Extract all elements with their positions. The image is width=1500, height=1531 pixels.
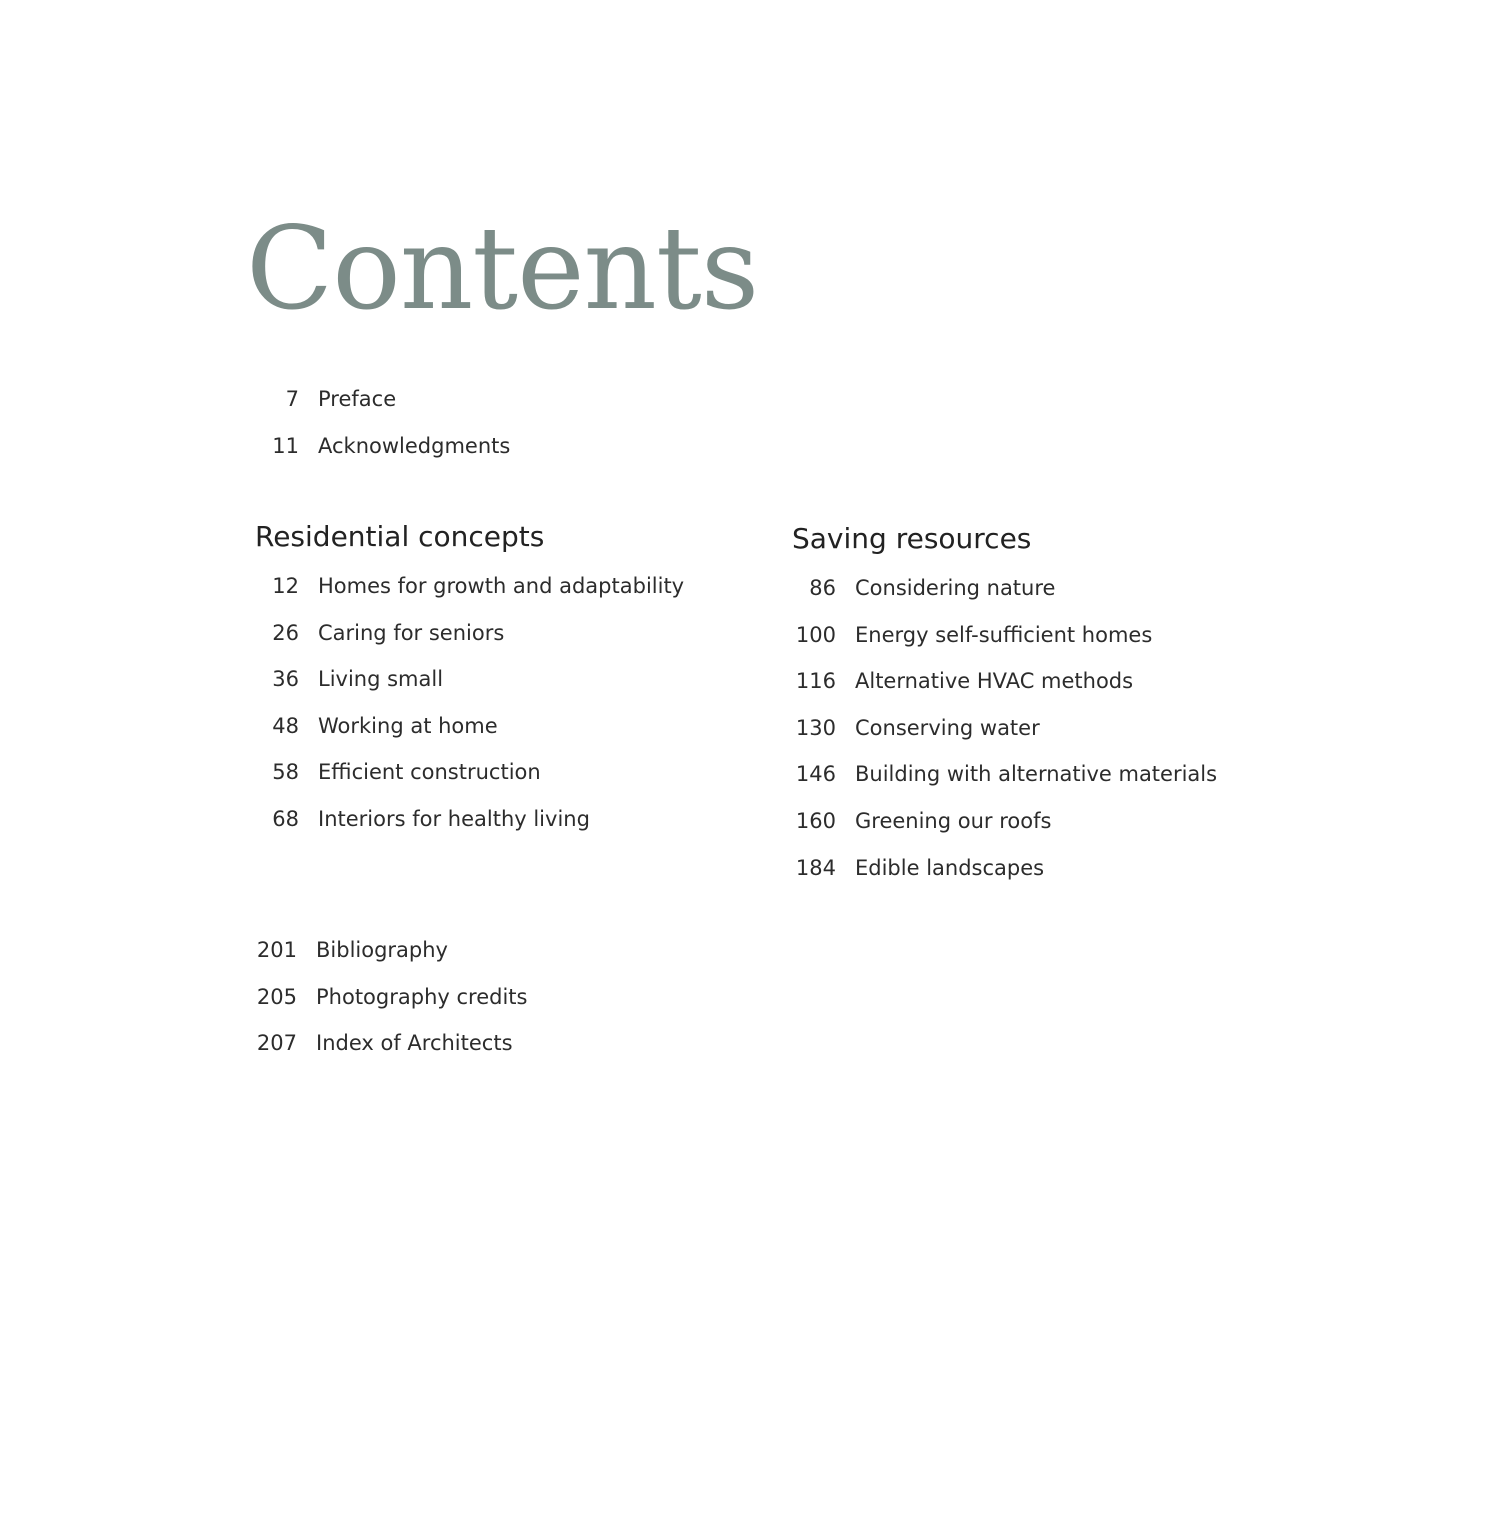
entry-title: Homes for growth and adaptability [318,574,685,598]
page-number: 26 [272,620,299,645]
toc-entry[interactable] [780,714,1217,761]
entry-title: Photography credits [316,984,528,1009]
toc-entry[interactable] [780,760,1217,807]
entry-title: Greening our roofs [855,808,1052,833]
toc-entry[interactable] [250,712,684,759]
entry-title: Energy self-sufficient homes [855,622,1153,647]
page-number: 48 [272,713,299,738]
entry-title: Preface [318,387,397,411]
page-number: 100 [795,622,836,647]
toc-entry[interactable] [780,621,1217,668]
page-number: 68 [272,806,299,831]
page-title: Contents [246,202,759,335]
toc-entry[interactable] [780,667,1217,714]
page-number: 7 [285,387,299,411]
section-heading-residential-concepts: Residential concepts [255,520,545,553]
toc-entry-preface[interactable] [250,385,510,432]
toc-entry[interactable] [780,574,1217,621]
page-number: 12 [272,574,299,598]
page-number: 130 [795,715,836,740]
back-matter-list [250,936,527,1076]
page-number: 86 [809,576,836,600]
entry-title: Working at home [318,713,498,738]
entry-title: Caring for seniors [318,620,505,645]
front-matter-list [250,385,510,478]
saving-resources-list [780,574,1217,900]
toc-entry[interactable] [250,758,684,805]
toc-entry-bibliography[interactable] [250,936,527,983]
toc-entry-acknowledgments[interactable] [250,432,510,479]
entry-title: Index of Architects [316,1031,513,1056]
page-number: 201 [256,938,297,962]
entry-title: Alternative HVAC methods [855,669,1134,694]
entry-title: Considering nature [855,576,1056,600]
toc-entry[interactable] [250,805,684,852]
toc-entry[interactable] [250,665,684,712]
page-number: 205 [256,984,297,1009]
toc-entry-index-of-architects[interactable] [250,1029,527,1076]
toc-entry[interactable] [250,619,684,666]
toc-entry[interactable] [250,572,684,619]
page-number: 207 [256,1031,297,1056]
residential-concepts-list [250,572,684,852]
page-number: 116 [795,669,836,694]
page-number: 36 [272,667,299,692]
entry-title: Efficient construction [318,760,541,785]
entry-title: Building with alternative materials [855,762,1218,787]
toc-entry[interactable] [780,854,1217,901]
entry-title: Acknowledgments [318,433,511,458]
page-number: 146 [795,762,836,787]
page-number: 11 [272,433,299,458]
section-heading-saving-resources: Saving resources [792,522,1032,555]
page-number: 184 [795,855,836,880]
toc-entry[interactable] [780,807,1217,854]
entry-title: Conserving water [855,715,1040,740]
entry-title: Living small [318,667,444,692]
page-number: 160 [795,808,836,833]
toc-entry-photography-credits[interactable] [250,983,527,1030]
page-number: 58 [272,760,299,785]
entry-title: Edible landscapes [855,855,1045,880]
entry-title: Bibliography [316,938,448,962]
entry-title: Interiors for healthy living [318,806,590,831]
